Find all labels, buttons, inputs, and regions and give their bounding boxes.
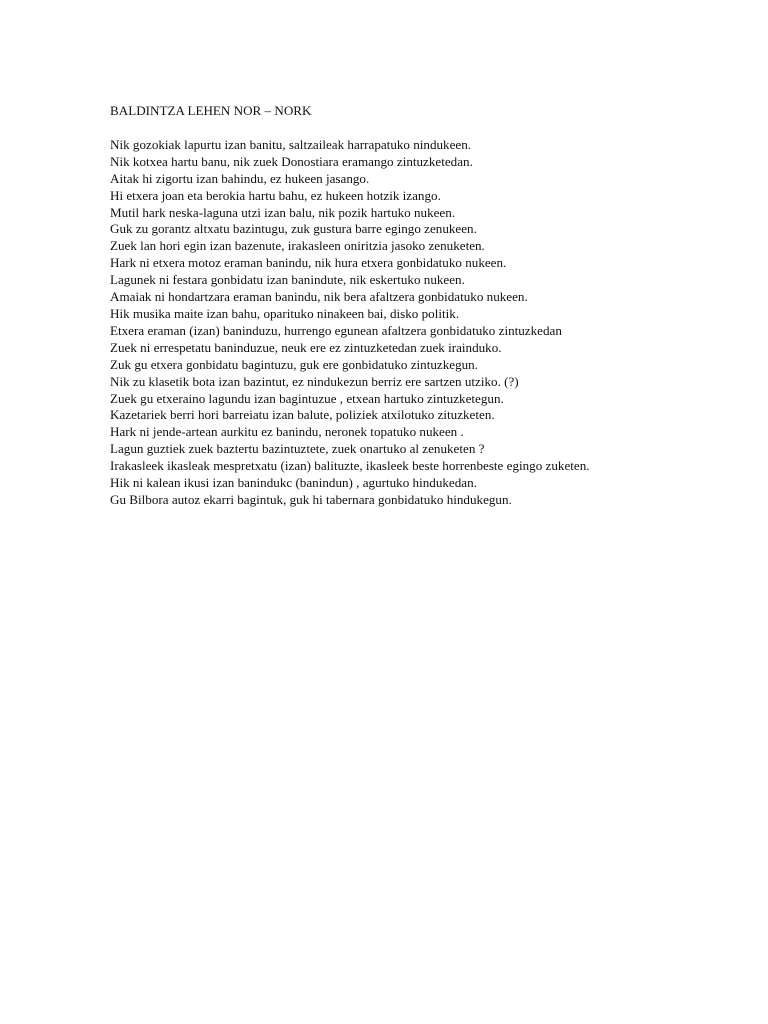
sentence-line: Hark ni etxera motoz eraman banindu, nik hura etxera gonbidatuko nukeen.	[110, 255, 507, 271]
document-body	[110, 103, 655, 509]
sentence-line: Hik musika maite izan bahu, oparituko ninakeen bai, disko politik.	[110, 305, 460, 321]
sentence-list	[110, 137, 655, 509]
sentence-line: Hi etxera joan eta berokia hartu bahu, ez hukeen hotzik izango.	[110, 187, 441, 203]
sentence-line: Nik zu klasetik bota izan bazintut, ez nindukezun berriz ere sartzen utziko. (?)	[110, 373, 519, 389]
sentence-line: Aitak hi zigortu izan bahindu, ez hukeen jasango.	[110, 170, 370, 186]
sentence-line: Guk zu gorantz altxatu bazintugu, zuk gustura barre egingo zenukeen.	[110, 221, 477, 237]
sentence-line: Zuk gu etxera gonbidatu bagintuzu, guk ere gonbidatuko zintuzkegun.	[110, 356, 478, 372]
sentence-line: Irakasleek ikasleak mespretxatu (izan) balituzte, ikasleek beste horrenbeste egingo zuketen.	[110, 458, 590, 474]
sentence-line: Nik gozokiak lapurtu izan banitu, saltzaileak harrapatuko nindukeen.	[110, 136, 472, 152]
sentence-line: Gu Bilbora autoz ekarri bagintuk, guk hi tabernara gonbidatuko hindukegun.	[110, 491, 512, 507]
sentence-line: Nik kotxea hartu banu, nik zuek Donostiara eramango zintuzketedan.	[110, 153, 473, 169]
sentence-line: Hark ni jende-artean aurkitu ez banindu, neronek topatuko nukeen .	[110, 424, 464, 440]
sentence-line: Amaiak ni hondartzara eraman banindu, nik bera afaltzera gonbidatuko nukeen.	[110, 289, 528, 305]
sentence-line: Lagunek ni festara gonbidatu izan banindute, nik eskertuko nukeen.	[110, 272, 465, 288]
sentence-line: Zuek lan hori egin izan bazenute, irakasleen oniritzia jasoko zenuketen.	[110, 238, 485, 254]
sentence-line: Kazetariek berri hori barreiatu izan balute, poliziek atxilotuko zituzketen.	[110, 407, 495, 423]
sentence-line: Etxera eraman (izan) baninduzu, hurrengo egunean afaltzera gonbidatuko zintuzkedan	[110, 322, 562, 338]
sentence-line: Zuek ni errespetatu baninduzue, neuk ere ez zintuzketedan zuek irainduko.	[110, 339, 502, 355]
sentence-line: Lagun guztiek zuek baztertu bazintuztete, zuek onartuko al zenuketen ?	[110, 441, 485, 457]
sentence-line: Mutil hark neska-laguna utzi izan balu, nik pozik hartuko nukeen.	[110, 204, 456, 220]
sentence-line: Hik ni kalean ikusi izan banindukc (banindun) , agurtuko hindukedan.	[110, 475, 477, 491]
sentence-line: Zuek gu etxeraino lagundu izan bagintuzue , etxean hartuko zintuzketegun.	[110, 390, 504, 406]
document-title: BALDINTZA LEHEN NOR – NORK	[110, 103, 312, 118]
